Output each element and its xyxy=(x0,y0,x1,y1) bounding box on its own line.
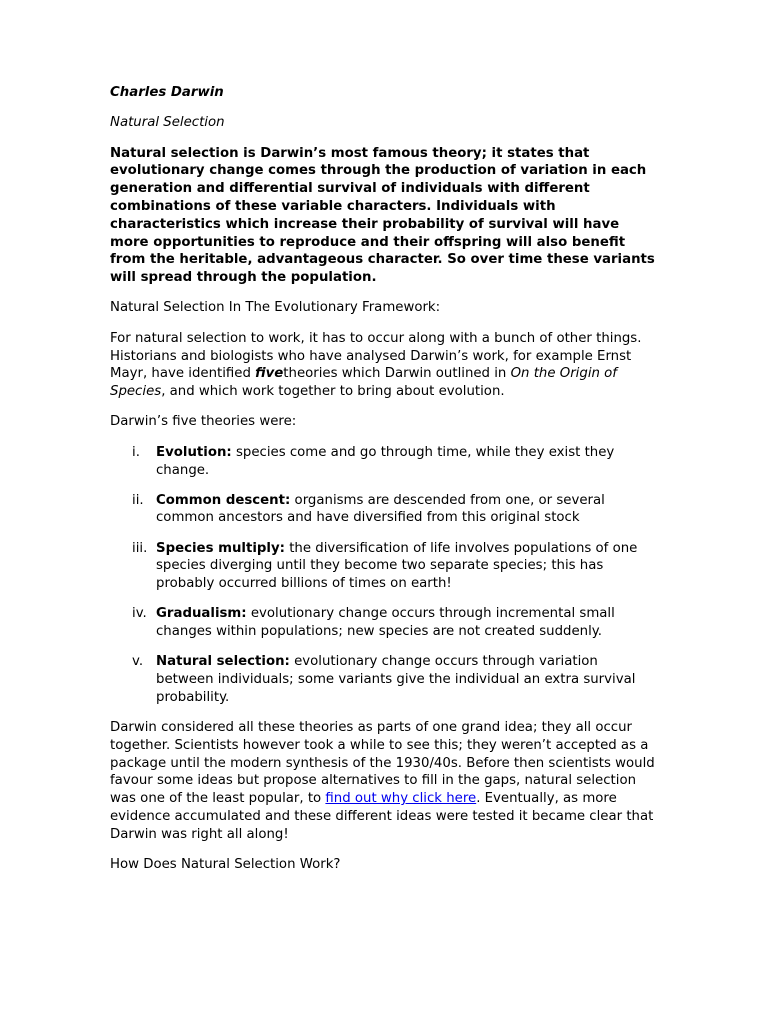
lead-paragraph: Natural selection is Darwin’s most famous theory; it states that evolutionary change comes through the production of variation in each generation and differential survival of individuals with different combinations of these variable characters. Individuals with characteristics which increase their probability of survival will have more opportunities to reproduce and their offspring will also benefit from the heritable, advantageous character. So over time these variants will spread through the population. xyxy=(110,145,655,286)
list-number: i. xyxy=(132,444,140,460)
framework-paragraph xyxy=(110,330,655,401)
list-item xyxy=(110,653,655,706)
synthesis-paragraph xyxy=(110,719,655,844)
find-out-why-link[interactable]: find out why click here xyxy=(325,791,477,807)
theory-description: evolutionary change occurs through variation between individuals; some variants give the individual an extra survival probability. xyxy=(156,654,636,705)
framework-text-1: For natural selection to work, it has to occur along with a bunch of other things. Historians and biologists who have analysed Darwin’s work, for example Ernst Mayr, have identified xyxy=(110,330,642,382)
theories-list xyxy=(110,444,655,707)
theory-term: Species multiply: xyxy=(156,540,285,556)
theory-term: Evolution: xyxy=(156,444,232,460)
emphasis-five: five xyxy=(255,366,284,382)
theory-description: the diversification of life involves populations of one species diverging until they become two separate species; this has probably occurred billions of times on earth! xyxy=(156,540,638,592)
framework-text-2: theories which Darwin outlined in xyxy=(283,366,511,382)
theory-term: Gradualism: xyxy=(156,606,247,622)
theories-intro: Darwin’s five theories were: xyxy=(110,414,297,430)
list-item xyxy=(110,540,655,593)
list-number: iii. xyxy=(132,540,148,556)
document-subtitle: Natural Selection xyxy=(110,115,225,131)
list-item xyxy=(110,492,655,528)
list-number: ii. xyxy=(132,492,144,508)
theory-description: organisms are descended from one, or several common ancestors and have diversified from this original stock xyxy=(156,492,605,526)
document-title: Charles Darwin xyxy=(110,85,224,100)
theory-term: Natural selection: xyxy=(156,654,290,670)
synthesis-text-1: Darwin considered all these theories as parts of one grand idea; they all occur together. Scientists however took a while to see this; they weren’t accepted as a package until the modern synthesis of the 1930/40s. Before then scientists would favour some ideas but propose alternatives to fill in the gaps, natural selection was one of the least popular, to xyxy=(110,720,655,807)
synthesis-text-2: . Eventually, as more evidence accumulated and these different ideas were tested it became clear that Darwin was right all along! xyxy=(110,791,654,842)
theory-term: Common descent: xyxy=(156,492,291,508)
list-item xyxy=(110,444,655,480)
list-number: v. xyxy=(132,654,144,670)
list-item xyxy=(110,605,655,641)
section-heading-framework: Natural Selection In The Evolutionary Framework: xyxy=(110,300,441,316)
framework-text-3: , and which work together to bring about evolution. xyxy=(161,384,505,400)
list-number: iv. xyxy=(132,606,147,622)
theory-description: species come and go through time, while they exist they change. xyxy=(156,444,615,478)
document-body xyxy=(110,84,655,886)
book-title: On the Origin of Species xyxy=(110,366,617,400)
theory-description: evolutionary change occurs through incremental small changes within populations; new species are not created suddenly. xyxy=(156,606,615,640)
section-heading-how-it-works: How Does Natural Selection Work? xyxy=(110,857,341,873)
